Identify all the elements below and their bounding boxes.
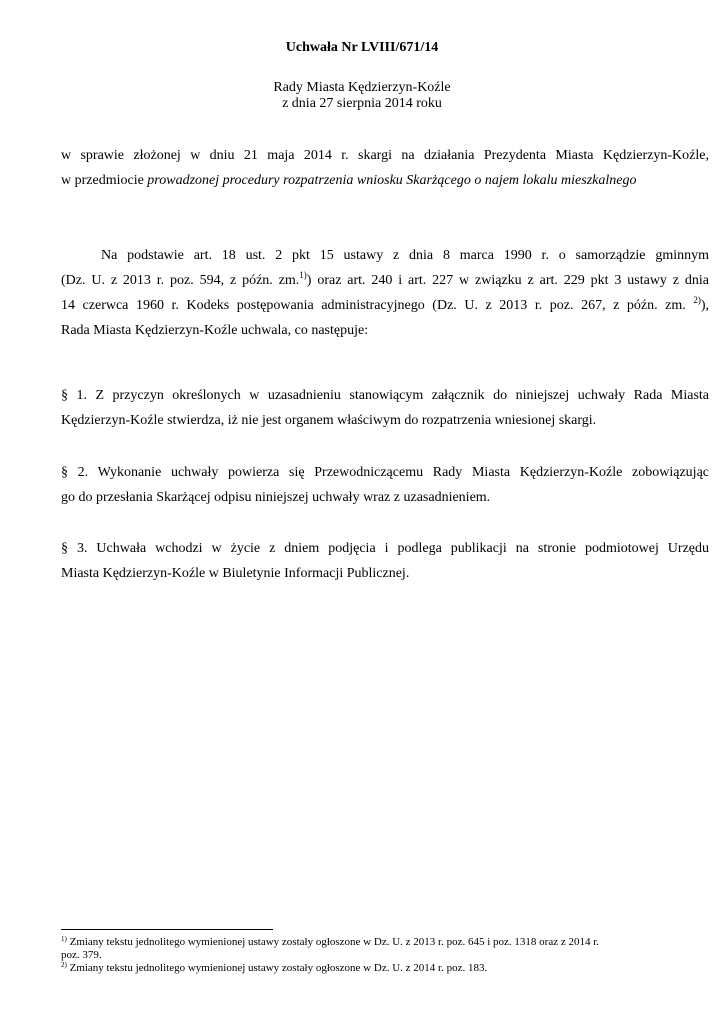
section-line: Miasta Kędzierzyn-Koźle w Biuletynie Informacji Publicznej. [61, 566, 410, 581]
resolution-subject [61, 143, 709, 193]
footnotes [61, 936, 709, 975]
footnote [61, 962, 709, 975]
preamble-text: ) oraz art. 240 i art. 227 w związku z art. 229 pkt 3 ustawy z dnia [306, 273, 709, 288]
section-line: § 1. Z przyczyn określonych w uzasadnieniu stanowiącym załącznik do niniejszej uchwały Rada Miasta [61, 388, 709, 403]
resolution-issuer: Rady Miasta Kędzierzyn-Koźle [273, 80, 451, 95]
section-line: § 3. Uchwała wchodzi w życie z dniem podjęcia i podlega publikacji na stronie podmiotowej Urzędu [61, 541, 709, 556]
resolution-title: Uchwała Nr LVIII/671/14 [285, 40, 439, 55]
preamble-line [61, 293, 709, 318]
section-1 [61, 383, 709, 433]
footnote-continuation: poz. 379. [61, 949, 102, 961]
footnote-ref: 2) [693, 295, 701, 305]
preamble [61, 243, 709, 343]
section-2 [61, 460, 709, 510]
preamble-text: (Dz. U. z 2013 r. poz. 594, z późn. zm. [61, 273, 300, 288]
section-line: go do przesłania Skarżącej odpisu niniejszej uchwały wraz z uzasadnieniem. [61, 490, 491, 505]
footnote [61, 936, 709, 949]
footnote-ref: 1) [299, 270, 307, 280]
footnote-marker: 2) [61, 961, 67, 969]
preamble-text: ), [700, 298, 709, 313]
resolution-date: z dnia 27 sierpnia 2014 roku [282, 96, 442, 111]
subject-line [61, 168, 709, 193]
section-line: § 2. Wykonanie uchwały powierza się Przewodniczącemu Rady Miasta Kędzierzyn-Koźle zobowiązując [61, 465, 709, 480]
preamble-text: 14 czerwca 1960 r. Kodeks postępowania administracyjnego (Dz. U. z 2013 r. poz. 267, z późn. zm. [61, 298, 694, 313]
footnote-text: Zmiany tekstu jednolitego wymienionej ustawy zostały ogłoszone w Dz. U. z 2014 r. poz. 183. [66, 962, 488, 974]
footnote-divider [61, 929, 273, 930]
section-3 [61, 536, 709, 586]
subject-text: w przedmiocie [61, 173, 148, 188]
section-line: Kędzierzyn-Koźle stwierdza, iż nie jest organem właściwym do rozpatrzenia wniesionej skargi. [61, 413, 597, 428]
preamble-line [61, 268, 709, 293]
subject-italic-text: prowadzonej procedury rozpatrzenia wniosku Skarżącego o najem lokalu mieszkalnego [147, 173, 637, 188]
preamble-line: Rada Miasta Kędzierzyn-Koźle uchwala, co następuje: [61, 323, 369, 338]
footnote-text: Zmiany tekstu jednolitego wymienionej ustawy zostały ogłoszone w Dz. U. z 2013 r. poz. 645 i poz. 1318 oraz z 2014 r. [66, 936, 600, 948]
subject-line: w sprawie złożonej w dniu 21 maja 2014 r. skargi na działania Prezydenta Miasta Kędzierzyn-Koźle, [61, 148, 709, 163]
footnote-marker: 1) [61, 935, 67, 943]
preamble-line: Na podstawie art. 18 ust. 2 pkt 15 ustawy z dnia 8 marca 1990 r. o samorządzie gminnym [101, 248, 709, 263]
